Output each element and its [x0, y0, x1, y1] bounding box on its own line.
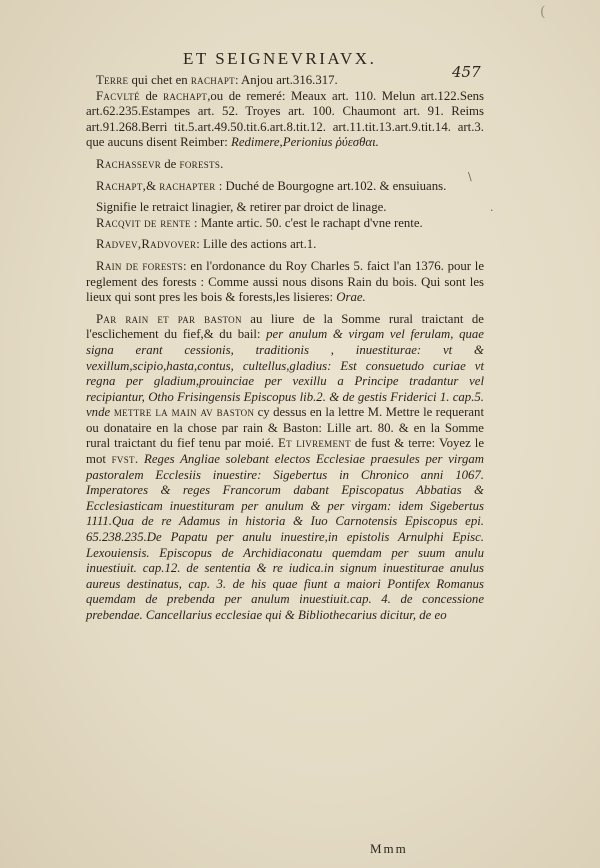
entry-faculte: Facvlté de rachapt,ou de remeré: Meaux art. 110. Melun art.122.Sens art.62.235.Estampes art. 52. Troyes art. 100. Chaumont art. 91. Reims art.91.268.Berri tit.5.art.49.50.tit.6.art.8.tit.12. art.11.tit.13.art.9.tit.14. art.3. que aucuns disent Reimber: Redimere,Perionius ῥύεσθαι.	[86, 88, 484, 150]
entry-radveu: Radvev,Radvover: Lille des actions art.1.	[96, 237, 317, 252]
margin-dot-mark: ·	[490, 204, 494, 217]
running-title: ET SEIGNEVRIAVX.	[183, 49, 377, 68]
catchword-signature: Mmm	[370, 841, 408, 856]
entry-rain-baston: Par rain et par baston au liure de la Somme rural traictant de l'esclichement du fief,& du bail: per anulum & virgam vel ferulam, quae signa erant cessionis, traditionis , inuestiturae: vt & vexillum,scipio,hasta,contus, cultellus,gladius: Est consuetudo curiae vt regna per gladium,prouinciae per vexillu a Principe tradantur vel recipiantur, Otho Frisingensis Episcopus lib.2. & de gestis Friderici 1. cap.5. vnde mettre la main av baston cy dessus en la lettre M. Mettre le requerant ou donataire en la chose par rain & Baston: Lille art. 80. & en la Somme rural traictant du fief tenu par moié. Et livrement de fust & terre: Voyez le mot fvst. Reges Angliae solebant electos Ecclesiae praesules per virgam pastoralem Ecclesiis inuestire: Sigebertus in Chronico anni 1067. Imperatores & reges Francorum dabant Episcopatus Abbatias & Ecclesiasticam inuestituram per anulum & per virgam: idem Sigebertus 1111.Qua de re Adamus in historia & Iuo Carnotensis Episcopus epi. 65.238.235.De Papatu per anulu inuestire,in epistolis Arnulphi Episc. Lexouiensis. Episcopus de Archidiaconatu quemdam per suum anulu inuestiuit. cap.12. de sententia & re iudica.in signum inuestiturae anulus aureus destinatus, cap. 3. de his quae fiunt a maiori Pontifex Romanus quemdam de prebenda per anulum inuestiuit.cap. 4. de concessione prebendae. Cancellarius ecclesiae qui & Bibliothecarius dicitur, de eo	[86, 311, 485, 622]
entry-racquit: Racqvit de rente : Mante artic. 50. c'est le rachapt d'vne rente.	[96, 215, 423, 230]
entry-terre: Terre qui chet en rachapt: Anjou art.316.317.	[96, 73, 338, 87]
entry-rain-forests: Rain de forests: en l'ordonance du Roy Charles 5. faict l'an 1376. pour le reglement des forests : Comme aussi nous disons Rain du bois. Qui sont les lieux qui sont pres les bois & forests,les lisieres: Orae.	[86, 258, 485, 305]
page-number: 457	[452, 63, 481, 81]
entry-rachapt: Rachapt,& rachapter : Duché de Bourgogne art.102. & ensuiuans.	[96, 178, 447, 193]
entry-signifie: Signifie le retraict linagier, & retirer par droict de linage.	[96, 200, 387, 215]
dictionary-text	[86, 73, 484, 624]
margin-dash-mark: \	[468, 170, 472, 183]
entry-rachasseur: Rachassevr de forests.	[96, 156, 224, 171]
corner-mark: (	[540, 4, 546, 20]
